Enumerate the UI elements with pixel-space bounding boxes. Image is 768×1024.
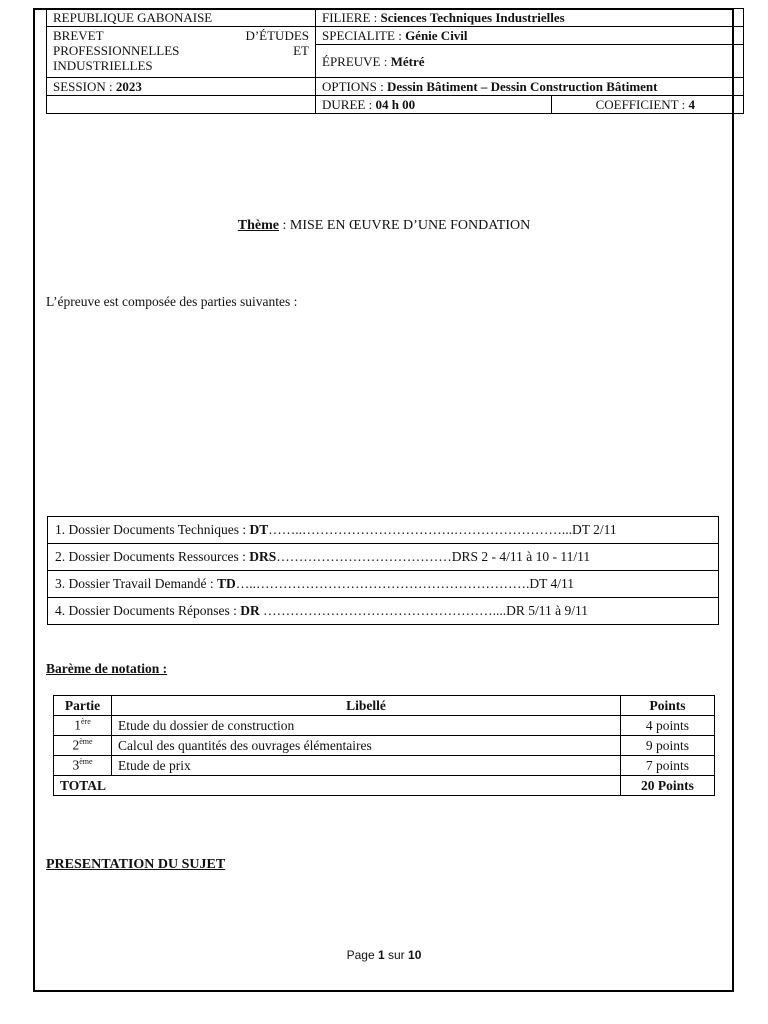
presentation-heading: PRESENTATION DU SUJET <box>46 857 226 872</box>
bareme-title: Barème de notation : <box>46 661 168 676</box>
header-country: REPUBLIQUE GABONAISE <box>47 9 316 27</box>
header-table <box>46 8 744 114</box>
part-row: 2. Dossier Documents Ressources : DRS…………………………………DRS 2 - 4/11 à 10 - 11/11 <box>48 544 719 571</box>
part-row: 4. Dossier Documents Réponses : DR ……………………………………………....DR 5/11 à 9/11 <box>48 598 719 625</box>
part-row: 1. Dossier Documents Techniques : DT……..…………………………….……………………...DT 2/11 <box>48 517 719 544</box>
header-session: SESSION : 2023 <box>47 78 316 96</box>
col-partie: Partie <box>54 696 112 716</box>
col-points: Points <box>621 696 715 716</box>
page-border <box>33 8 734 992</box>
intro-text: L’épreuve est composée des parties suivantes : <box>46 294 298 309</box>
header-duree-coef <box>316 96 744 114</box>
header-options: OPTIONS : Dessin Bâtiment – Dessin Construction Bâtiment <box>316 78 744 96</box>
header-epreuve: ÉPREUVE : Métré <box>316 45 744 78</box>
bareme-header-row <box>54 696 715 716</box>
bareme-table <box>53 695 715 796</box>
parts-table <box>47 516 719 625</box>
header-duree: DUREE : 04 h 00 <box>316 96 552 113</box>
col-libelle: Libellé <box>112 696 621 716</box>
header-empty-cell <box>47 96 316 114</box>
header-filiere: FILIERE : Sciences Techniques Industrielles <box>316 9 744 27</box>
total-row: TOTAL 20 Points <box>54 776 715 796</box>
theme-title: Thème : MISE EN ŒUVRE D’UNE FONDATION <box>237 218 531 233</box>
header-coefficient: COEFFICIENT : 4 <box>595 97 695 112</box>
part-row: 3. Dossier Travail Demandé : TD…..…………………………………………………….DT 4/11 <box>48 571 719 598</box>
page-number: Page 1 sur 10 <box>346 948 422 962</box>
table-row: 2ème Calcul des quantités des ouvrages élémentaires 9 points <box>54 736 715 756</box>
header-brevet: BREVET D’ÉTUDES PROFESSIONNELLES ET INDUSTRIELLES <box>47 27 316 78</box>
table-row: 3ème Etude de prix 7 points <box>54 756 715 776</box>
table-row: 1ère Etude du dossier de construction 4 points <box>54 716 715 736</box>
header-specialite: SPECIALITE : Génie Civil <box>316 27 744 45</box>
